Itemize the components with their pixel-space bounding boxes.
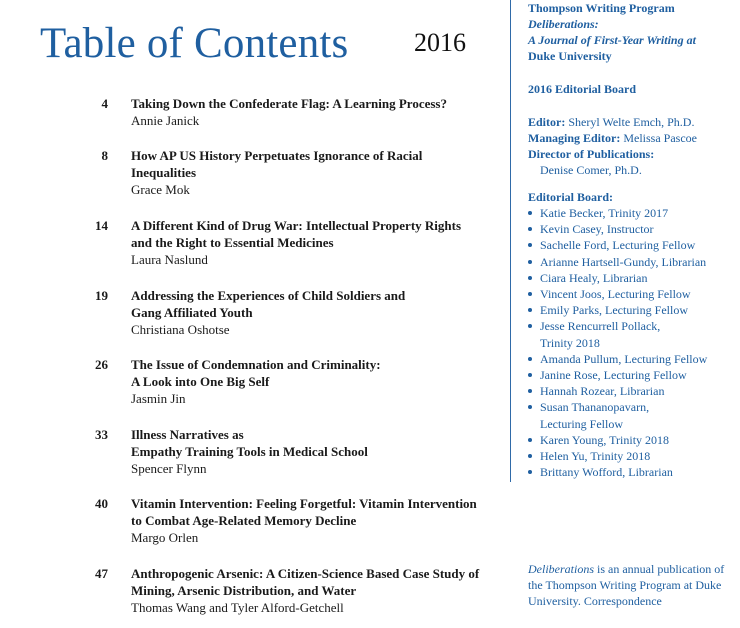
list-item: Kevin Casey, Instructor (528, 221, 707, 237)
toc-page-number: 4 (101, 96, 108, 111)
list-item: Brittany Wofford, Librarian (528, 464, 707, 480)
program-name: Thompson Writing Program (528, 1, 675, 15)
toc-entry-title: A Different Kind of Drug War: Intellectual Property Rights and the Right to Essential Medicines (131, 218, 462, 250)
list-item: Janine Rose, Lecturing Fellow (528, 367, 707, 383)
managing-editor-label: Managing Editor: (528, 131, 621, 145)
list-item: Karen Young, Trinity 2018 (528, 432, 707, 448)
bullet-icon (528, 211, 532, 215)
bullet-icon (528, 373, 532, 377)
managing-editor-line (528, 130, 738, 146)
page-title: Table of Contents (40, 20, 349, 67)
bullet-icon (528, 470, 532, 474)
list-item: Amanda Pullum, Lecturing Fellow (528, 351, 707, 367)
bullet-icon (528, 357, 532, 361)
publication-note (528, 561, 733, 609)
bullet-icon (528, 438, 532, 442)
director-name: Denise Comer, Ph.D. (540, 163, 642, 177)
list-item: Susan Thananopavarn, Lecturing Fellow (528, 399, 707, 431)
bullet-icon (528, 389, 532, 393)
toc-entry-author: Margo Orlen (131, 530, 199, 545)
toc-page-number: 47 (95, 566, 108, 581)
journal-name-italic: Deliberations (528, 562, 594, 576)
editor-label: Editor: (528, 115, 566, 129)
toc-page-number: 19 (95, 288, 108, 303)
bullet-icon (528, 405, 532, 409)
toc-entry-author: Laura Naslund (131, 252, 208, 267)
editorial-board-label: Editorial Board: (528, 190, 614, 204)
toc-entry-author: Grace Mok (131, 182, 190, 197)
toc-entry-title: Vitamin Intervention: Feeling Forgetful: Vitamin Intervention to Combat Age-Related Memory Decline (131, 496, 477, 528)
bullet-icon (528, 308, 532, 312)
toc-entry-title: Illness Narratives as Empathy Training Tools in Medical School (131, 427, 368, 459)
toc-entry-author: Thomas Wang and Tyler Alford-Getchell (131, 600, 344, 615)
toc-entry-author: Spencer Flynn (131, 461, 207, 476)
university-name: Duke University (528, 49, 612, 63)
toc-entry-title: Taking Down the Confederate Flag: A Learning Process? (131, 96, 447, 111)
toc-page-number: 8 (101, 148, 108, 163)
list-item: Emily Parks, Lecturing Fellow (528, 302, 707, 318)
toc-entry-author: Christiana Oshotse (131, 322, 230, 337)
bullet-icon (528, 276, 532, 280)
bullet-icon (528, 260, 532, 264)
bullet-icon (528, 292, 532, 296)
journal-title-line1: Deliberations: (528, 17, 599, 31)
year-label: 2016 (414, 28, 466, 57)
list-item: Jesse Rencurrell Pollack, Trinity 2018 (528, 318, 707, 350)
editor-line (528, 114, 738, 130)
list-item: Helen Yu, Trinity 2018 (528, 448, 707, 464)
list-item: Ciara Healy, Librarian (528, 270, 707, 286)
editorial-board-list (528, 205, 707, 480)
editor-name: Sheryl Welte Emch, Ph.D. (568, 115, 695, 129)
toc-entry-title: Addressing the Experiences of Child Soldiers and Gang Affiliated Youth (131, 288, 406, 320)
board-heading: 2016 Editorial Board (528, 82, 637, 96)
toc-page-number: 26 (95, 357, 108, 372)
bullet-icon (528, 227, 532, 231)
toc-entry-title: Anthropogenic Arsenic: A Citizen-Science Based Case Study of Mining, Arsenic Distribution, and Water (131, 566, 480, 598)
toc-page-number: 33 (95, 427, 108, 442)
toc-page-number: 40 (95, 496, 108, 511)
bullet-icon (528, 454, 532, 458)
toc-entry-author: Annie Janick (131, 113, 200, 128)
toc-entry-title: The Issue of Condemnation and Criminality: A Look into One Big Self (131, 357, 381, 389)
bullet-icon (528, 243, 532, 247)
journal-title-line2: A Journal of First-Year Writing at (528, 33, 696, 47)
toc-entry-author: Jasmin Jin (131, 391, 186, 406)
list-item: Katie Becker, Trinity 2017 (528, 205, 707, 221)
list-item: Sachelle Ford, Lecturing Fellow (528, 237, 707, 253)
publication-note-text: is an annual publication of the Thompson Writing Program at Duke University. Correspondence (528, 562, 725, 608)
director-label: Director of Publications: (528, 147, 655, 161)
list-item: Vincent Joos, Lecturing Fellow (528, 286, 707, 302)
toc-entry-title: How AP US History Perpetuates Ignorance of Racial Inequalities (131, 148, 423, 180)
toc-page-number: 14 (95, 218, 108, 233)
bullet-icon (528, 324, 532, 328)
column-divider (510, 0, 511, 482)
list-item: Hannah Rozear, Librarian (528, 383, 707, 399)
list-item: Arianne Hartsell-Gundy, Librarian (528, 254, 707, 270)
managing-editor-name: Melissa Pascoe (623, 131, 697, 145)
